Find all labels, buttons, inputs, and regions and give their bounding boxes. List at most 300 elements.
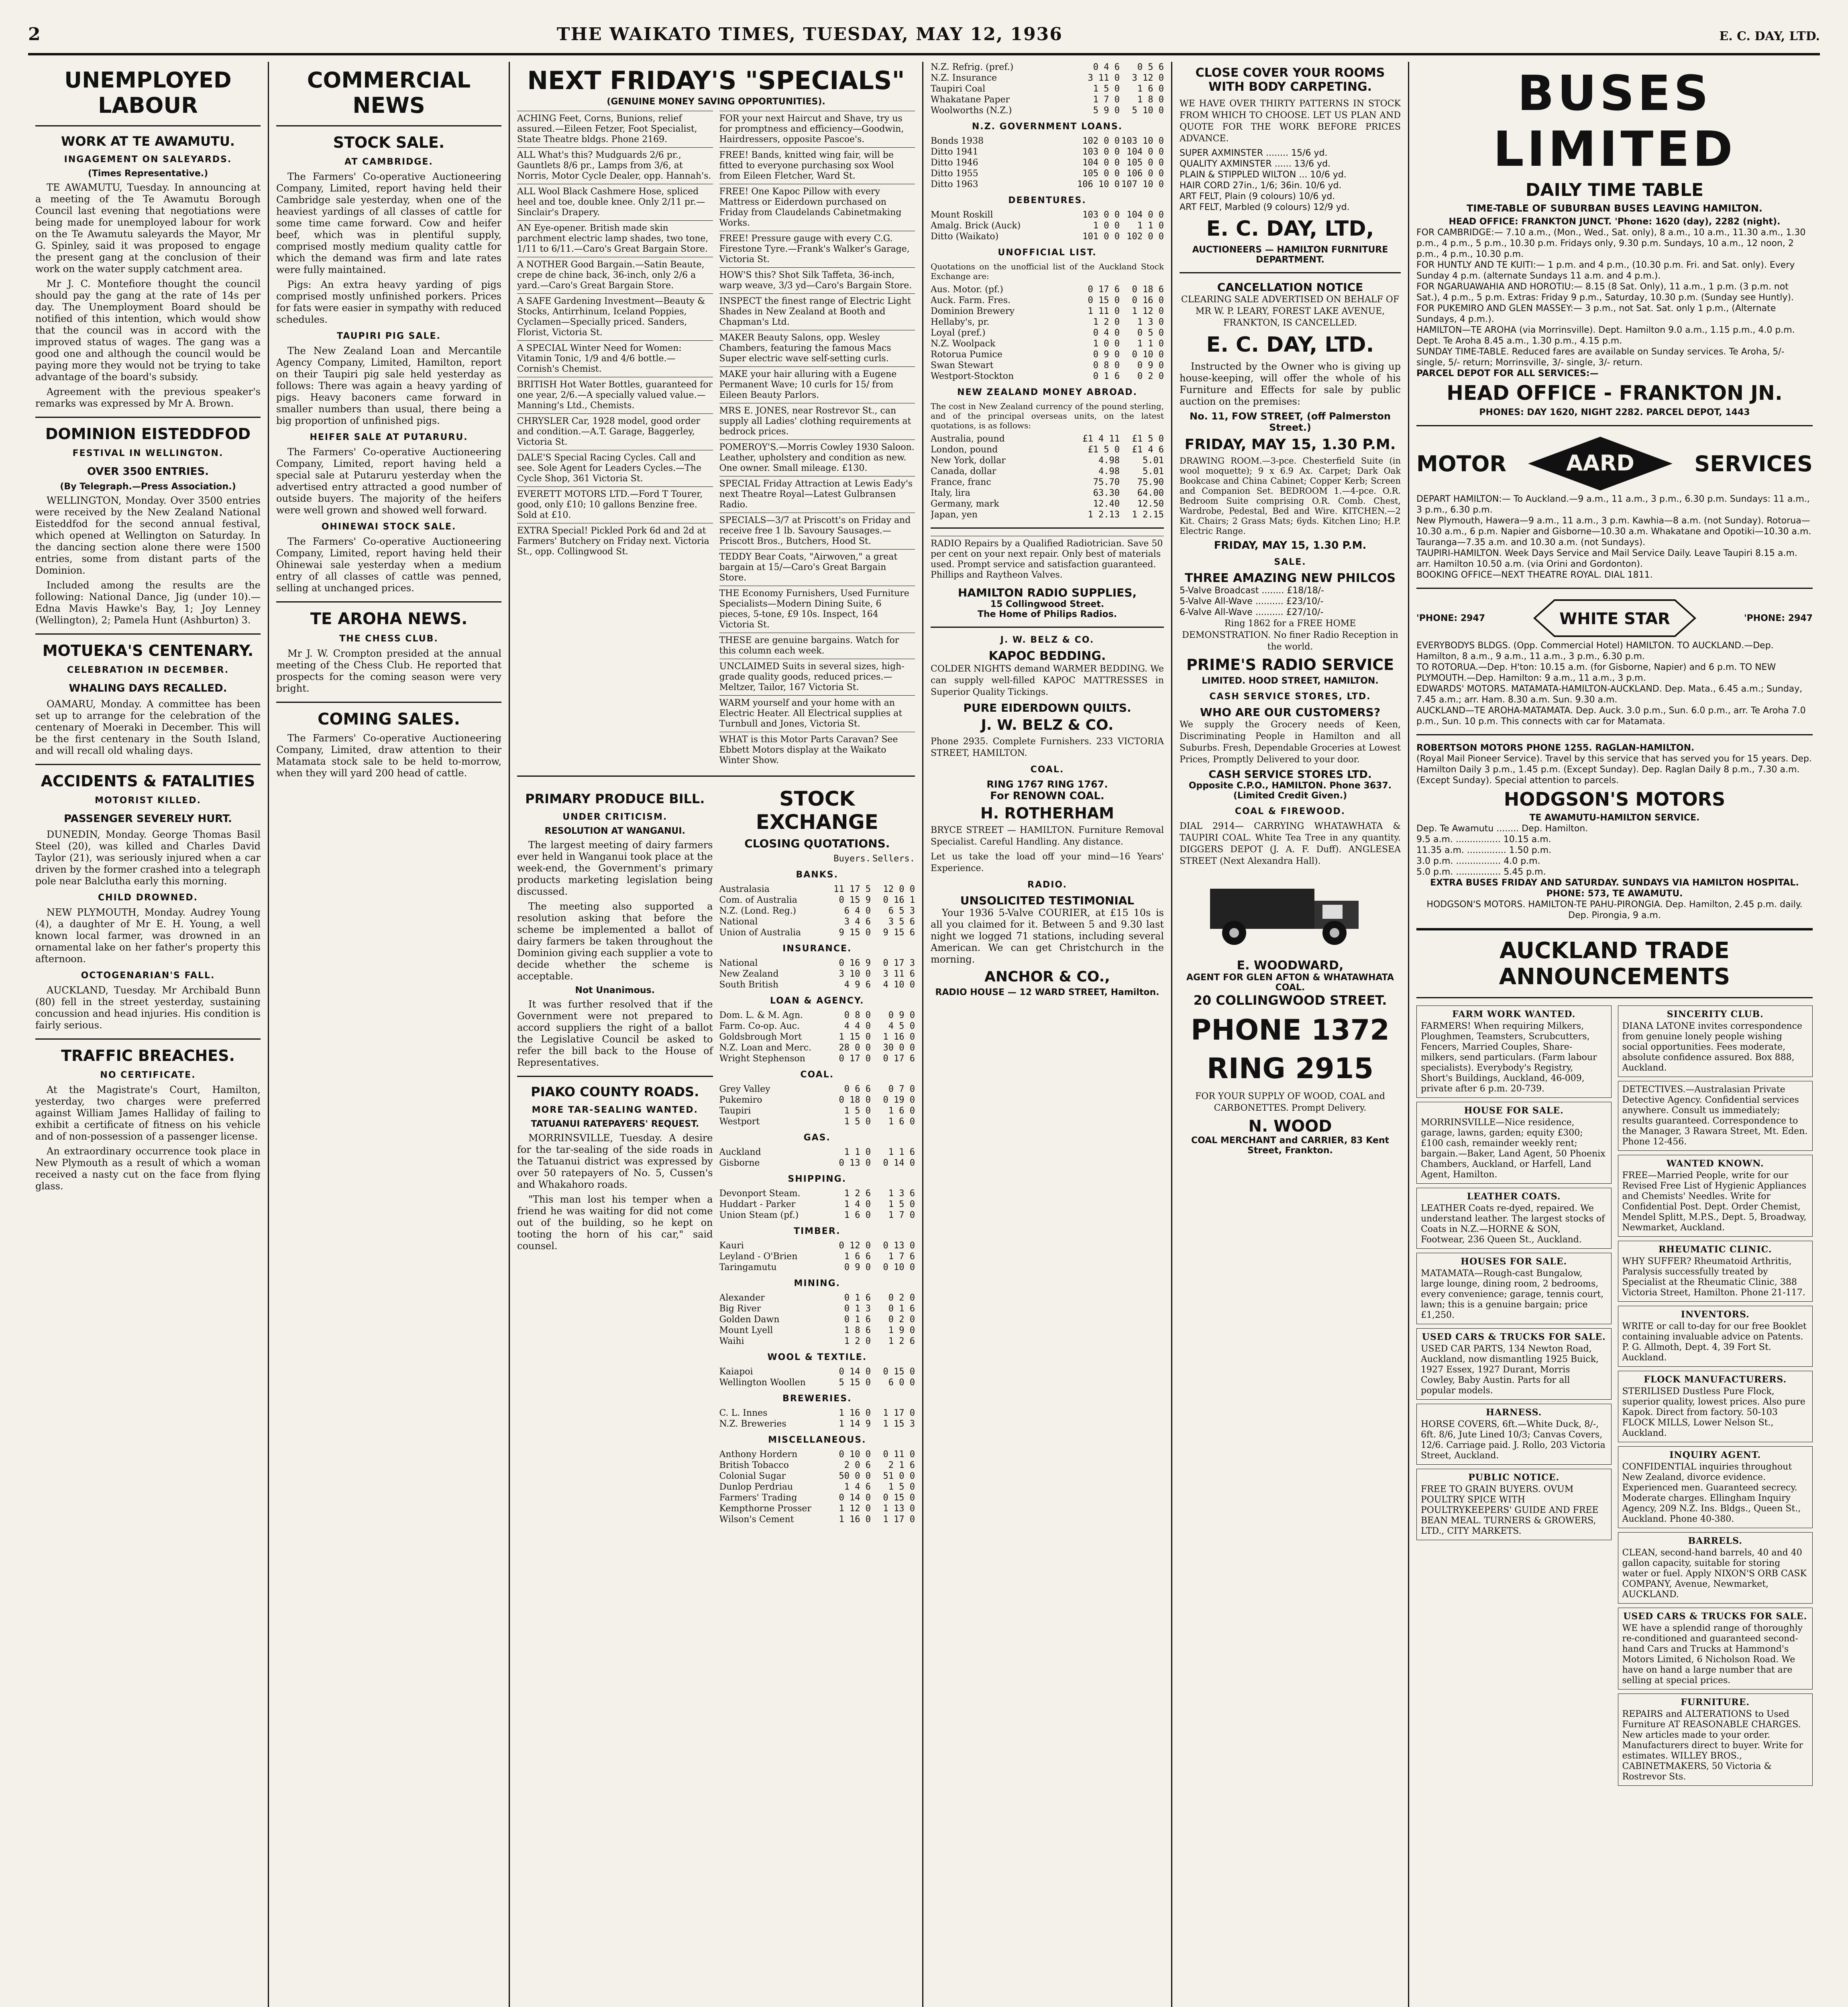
article-paragraph: Pigs: An extra heavy yarding of pigs comprised mostly unfinished porkers. Prices for fats were easier in sympathy with reduced schedules. (276, 279, 501, 325)
divider (1416, 997, 1813, 998)
sale-items: DRAWING ROOM.—3-pce. Chesterfield Suite (in wool moquette); 9 x 6.9 Ax. Carpet; Dark Oak Bookcase and China Cabinet; Copper Kerb; Screen and Companion Set. BEDROOM 1.—4-pce. O.R. Bedroom Suite comprising O.R. Comb. Chest, Wardrobe, Pedestal, Bed and Wire. KITCHEN.—2 Kit. Chairs; 2 Grass Mats; 6yds. Kitchen Lino; H.P. Electric Range. (1180, 456, 1401, 536)
trade-ad-text: FARMERS! When requiring Milkers, Ploughmen, Teamsters, Scrubcutters, Fencers, Married Couples, Share-milkers, send particulars. (Farm labour specialists). Everybody's Registry, Short's Buildings, Auckland, 46-009, private after 6 p.m. 20-739. (1421, 1021, 1597, 1094)
row-sellers: 0 2 0 (888, 1315, 915, 1325)
article-paragraph: The Farmers' Co-operative Auctioneering Company, Limited, draw attention to their Matamata stock sale to be held to-morrow, when they will yard 200 head of cattle. (276, 733, 501, 779)
table-row (931, 83, 1164, 94)
table-row (719, 1366, 915, 1377)
row-name: Germany, mark (931, 499, 999, 509)
specials-ads-right (719, 111, 915, 768)
kicker: OHINEWAI STOCK SALE. (321, 522, 456, 532)
list-line: ART FELT, Plain (9 colours) 10/6 yd. (1180, 191, 1335, 202)
divider (517, 776, 915, 777)
row-buyers: 1 2.13 (1088, 510, 1120, 520)
row-sellers: 1 7 6 (888, 1252, 915, 1262)
row-name: Ditto (Waikato) (931, 232, 999, 242)
row-buyers: 5 9 0 (1093, 106, 1120, 116)
row-name: France, franc (931, 477, 991, 487)
special-ad: MAKER Beauty Salons, opp. Wesley Chambers, featuring the famous Macs Super electric wave self-setting curls. (719, 330, 915, 366)
table-row (719, 1293, 915, 1303)
special-ad: WARM yourself and your home with an Electric Heater. All Electrical supplies at Turnbull and Jones, Victoria St. (719, 695, 915, 732)
col-sellers: Sellers. (872, 854, 915, 864)
money-intro: The cost in New Zealand currency of the pound sterling, and of the principal overseas units, on the latest quotations, is as follows: (931, 401, 1164, 430)
row-name: Alexander (719, 1293, 765, 1303)
timetable-lines (1416, 227, 1813, 368)
trade-ad (1618, 1306, 1813, 1367)
row-name: Taupiri Coal (931, 84, 986, 94)
row-buyers: 0 12 0 (839, 1241, 871, 1251)
stock-group-heading: TIMBER. (793, 1226, 841, 1236)
row-buyers: 0 15 0 (1088, 295, 1120, 305)
row-sellers: 5.01 (1143, 466, 1164, 476)
trade-ad-heading: USED CARS & TRUCKS FOR SALE. (1422, 1332, 1606, 1342)
row-sellers: 12.50 (1137, 499, 1164, 509)
cash-name: CASH SERVICE STORES LTD. (1208, 769, 1372, 781)
row-buyers: 1 2 6 (844, 1189, 871, 1199)
row-sellers: 0 5 0 (1137, 328, 1164, 338)
table-row (719, 1303, 915, 1314)
row-name: Amalg. Brick (Auck) (931, 221, 1021, 231)
trade-ad-text: WE have a splendid range of thoroughly re-conditioned and guaranteed second-hand Cars and Trucks at Hammond's Motors Limited, 6 Nicholson Road. We have on hand a large number that are selling at special prices. (1622, 1623, 1803, 1685)
divider (1416, 928, 1813, 930)
stock-group (719, 1408, 915, 1429)
ring-sub: COAL MERCHANT and CARRIER, 83 Kent Street, Frankton. (1191, 1136, 1390, 1156)
special-ad: DALE'S Special Racing Cycles. Call and see. Sole Agent for Leaders Cycles.—The Cycle Shop, 361 Victoria St. (517, 450, 713, 486)
row-sellers: 103 10 0 (1121, 136, 1164, 146)
row-sellers: 0 19 0 (883, 1095, 915, 1105)
timetable-sub: TIME-TABLE OF SUBURBAN BUSES LEAVING HAMILTON. (1466, 203, 1763, 214)
ad-belz-text: COLDER NIGHTS demand WARMER BEDDING. We can supply well-filled KAPOC MATTRESSES in Superior Quality Tickings. (931, 664, 1164, 697)
row-sellers: 0 17 3 (883, 958, 915, 968)
row-buyers: 1 5 0 (844, 1117, 871, 1127)
row-sellers: 0 17 6 (883, 1054, 915, 1064)
row-sellers: 0 14 0 (883, 1158, 915, 1168)
row-sellers: 0 10 0 (1132, 350, 1164, 360)
trade-ad (1618, 1081, 1813, 1151)
trade-ad-text: FREE—Married People, write for our Revised Free List of Hygienic Appliances and Chemists' Needles. Write for Confidential Post. Dept. Order Chemist, Mendel Splitt, M.P.S., Dept. 5, Broadway, Newmarket, Auckland. (1622, 1170, 1807, 1233)
ad-belz-heading: J. W. BELZ & CO. (1000, 635, 1094, 645)
row-name: Leyland - O'Brien (719, 1252, 798, 1262)
hodgson-name: HODGSON'S MOTORS (1504, 788, 1726, 810)
table-row (719, 1105, 915, 1116)
specials-subhead: (GENUINE MONEY SAVING OPPORTUNITIES). (607, 97, 825, 107)
row-name: Grey Valley (719, 1084, 770, 1094)
timetable-office: HEAD OFFICE: FRANKTON JUNCT. 'Phone: 1620 (day), 2282 (night). (1449, 217, 1781, 227)
row-name: Ditto 1963 (931, 179, 978, 189)
radio-testimonial: UNSOLICITED TESTIMONIAL (960, 894, 1135, 907)
special-ad: FREE! Pressure gauge with every C.G. Firestone Tyre.—Frank's Walker's Garage, Victoria St. (719, 231, 915, 267)
special-ad: ALL Wool Black Cashmere Hose, spliced heel and toe, double knee. Only 2/11 pr.—Sinclair's Drapery. (517, 184, 713, 220)
ring-text: FOR YOUR SUPPLY OF WOOD, COAL and CARBONETTES. Prompt Delivery. (1195, 1091, 1385, 1113)
subhead: OVER 3500 ENTRIES. (87, 466, 209, 478)
row-buyers: 2 0 6 (844, 1460, 871, 1470)
ring-phone: RING 2915 (1206, 1052, 1374, 1085)
row-sellers: 5 10 0 (1132, 106, 1164, 116)
radio-text: Your 1936 5-Valve COURIER, at £15 10s is all you claimed for it. Between 5 and 9.30 last night we logged 71 stations, including several American. We can get Christchurch in the morning. (931, 907, 1164, 965)
row-buyers: 1 1 0 (844, 1147, 871, 1157)
table-row (719, 1460, 915, 1471)
row-sellers: £1 5 0 (1132, 434, 1164, 444)
trade-ad-text: WRITE or call to-day for our free Booklet containing invaluable advice on Patents. P. G. Allmoth, Dept. 4, 39 Fort St. Auckland. (1622, 1321, 1807, 1363)
list-line: SUPER AXMINSTER ........ 15/6 yd. (1180, 148, 1328, 158)
trade-ad (1618, 1006, 1813, 1077)
table-row (931, 328, 1164, 338)
list-line: 5.0 p.m. ................ 5.45 p.m. (1416, 867, 1546, 877)
headline-te-aroha: TE AROHA NEWS. (310, 610, 468, 628)
woodward-name: E. WOODWARD, (1237, 959, 1344, 973)
special-ad: INSPECT the finest range of Electric Light Shades in New Zealand at Booth and Chapman's Ltd. (719, 293, 915, 330)
trade-ad-text: WHY SUFFER? Rheumatoid Arthritis, Paralysis successfully treated by Specialist at the Rheumatic Clinic, 388 Victoria Street, Hamilton. Phone 21-117. (1622, 1256, 1805, 1298)
special-ad: ALL What's this? Mudguards 2/6 pr., Gauntlets 8/6 pr., Lamps from 3/6, at Norris, Motor Cycle Dealer, opp. Hannah's. (517, 147, 713, 184)
stock-group (719, 1010, 915, 1064)
divider (35, 125, 261, 126)
trade-ad-text: REPAIRS and ALTERATIONS to Used Furniture AT REASONABLE CHARGES. New articles made to your order. Manufacturers direct to buyer. Write for estimates. WILLEY BROS., CABINETMAKERS, 50 Victoria & Rostrevor Sts. (1622, 1709, 1803, 1782)
row-buyers: 1 14 9 (839, 1419, 871, 1429)
trade-ad-heading: FARM WORK WANTED. (1452, 1009, 1576, 1020)
kicker: UNDER CRITICISM. (562, 812, 668, 822)
table-row (931, 157, 1164, 168)
woodward-address: 20 COLLINGWOOD STREET. (1193, 993, 1387, 1008)
special-ad: WHAT is this Motor Parts Caravan? See Ebbett Motors display at the Waikato Winter Show. (719, 732, 915, 768)
trade-ad-text: DIANA LATONE invites correspondence from genuine lonely people wishing social opportunities. Fees moderate, absolute confidence assured. Box 888, Auckland. (1622, 1021, 1802, 1073)
stock-group-heading: BREWERIES. (782, 1394, 852, 1404)
divider (1416, 588, 1813, 589)
headline-commercial: COMMERCIAL NEWS (307, 67, 471, 118)
trade-ad (1618, 1241, 1813, 1302)
row-buyers: 4 9 6 (844, 980, 871, 990)
row-name: South British (719, 980, 779, 990)
trade-ad-heading: HOUSES FOR SALE. (1461, 1256, 1567, 1267)
subhead: STOCK SALE. (333, 134, 445, 151)
row-sellers: 1 17 0 (883, 1514, 915, 1525)
aard-right: SERVICES (1694, 451, 1813, 476)
trade-ad (1618, 1532, 1813, 1604)
special-ad: UNCLAIMED Suits in several sizes, high-grade quality goods, reduced prices.—Meltzer, Tailor, 167 Victoria St. (719, 659, 915, 695)
stock-group (719, 1449, 915, 1525)
list-line: AUCKLAND—TE AROHA-MATAMATA. Dep. Auck. 3.0 p.m., Sun. 6.0 p.m., arr. Te Aroha 7.0 p.m., Sun. 10 p.m. This connects with car for Matamata. (1416, 706, 1806, 727)
row-name: Auck. Farm. Fres. (931, 295, 1011, 305)
row-name: Com. of Australia (719, 895, 797, 905)
article-paragraph: It was further resolved that if the Government were not prepared to accord suppliers the right of a ballot the Legislative Council be asked to refer the bill back to the House of Representatives. (517, 999, 713, 1068)
row-sellers: 1 15 3 (883, 1419, 915, 1429)
kicker: Not Unanimous. (575, 985, 655, 995)
cash-text: We supply the Grocery needs of Keen, Discriminating People in Hamilton and all Suburbs. Fresh, Dependable Groceries at Lowest Prices, Promptly Delivered to your door. (1180, 720, 1401, 765)
ad-kapoc: KAPOC BEDDING. (988, 649, 1106, 663)
stock-group (719, 1084, 915, 1127)
trade-ad (1618, 1155, 1813, 1237)
row-sellers: 104 0 0 (1127, 210, 1164, 220)
table-row (719, 1419, 915, 1429)
stock-group-heading: LOAN & AGENCY. (770, 996, 864, 1006)
row-sellers: 0 9 0 (1137, 360, 1164, 370)
table-row (931, 147, 1164, 157)
row-sellers: 0 2 0 (888, 1293, 915, 1303)
row-buyers: 102 0 0 (1082, 136, 1120, 146)
table-row (719, 1095, 915, 1105)
trade-ad-heading: INVENTORS. (1681, 1309, 1750, 1320)
divider (931, 527, 1164, 529)
hodgson-foot: EXTRA BUSES FRIDAY AND SATURDAY. SUNDAYS VIA HAMILTON HOSPITAL. PHONE: 573, TE AWAMUTU. (1430, 878, 1799, 899)
divider (35, 633, 261, 635)
buses-limited-title: BUSES LIMITED (1493, 66, 1736, 177)
row-sellers: 3 5 6 (888, 917, 915, 927)
row-buyers: 1 6 6 (844, 1252, 871, 1262)
newspaper-title: THE WAIKATO TIMES, TUESDAY, MAY 12, 1936 (556, 24, 1063, 45)
specials-ads (517, 111, 915, 768)
row-buyers: 106 10 0 (1077, 179, 1120, 189)
row-name: Union Steam (pf.) (719, 1210, 799, 1220)
robertson-heading: ROBERTSON MOTORS PHONE 1255. RAGLAN-HAMILTON. (1416, 743, 1695, 753)
stock-continued (931, 62, 1164, 116)
row-buyers: 5 15 0 (839, 1378, 871, 1388)
row-sellers: 1 5 0 (888, 1199, 915, 1209)
day-name: E. C. DAY, LTD, (1206, 217, 1374, 241)
table-row (719, 1325, 915, 1336)
row-name: New York, dollar (931, 456, 1006, 466)
row-sellers: 1 2 6 (888, 1336, 915, 1346)
list-line: PLAIN & STIPPLED WILTON ... 10/6 yd. (1180, 170, 1347, 180)
row-buyers: 1 16 0 (839, 1408, 871, 1418)
row-buyers: 101 0 0 (1082, 232, 1120, 242)
trade-ad (1416, 1404, 1612, 1465)
row-sellers: 12 0 0 (883, 884, 915, 894)
aard-left: MOTOR (1416, 451, 1506, 476)
list-line: EVERYBODYS BLDGS. (Opp. Commercial Hotel) HAMILTON. TO AUCKLAND.—Dep. Hamilton, 8 a.m., 9 a.m., 11 a.m., 3 p.m., 6.30 p.m. (1416, 641, 1774, 662)
article-paragraph: "This man lost his temper when a friend he was waiting for did not come out of the building, so he kept on tooting the horn of his car," said counsel. (517, 1194, 713, 1252)
article-paragraph: Agreement with the previous speaker's remarks was expressed by Mr A. Brown. (35, 386, 261, 409)
list-line: 5-Valve All-Wave .......... £23/10/- (1180, 596, 1324, 607)
table-row (931, 105, 1164, 116)
table-row (719, 1336, 915, 1347)
philco-list (1180, 585, 1401, 618)
table-row (931, 444, 1164, 455)
divider (931, 627, 1164, 628)
page-number: 2 (28, 24, 41, 45)
trade-ads (1416, 1006, 1813, 1790)
row-name: Waihi (719, 1336, 744, 1346)
row-name: Japan, yen (931, 510, 978, 520)
table-row (719, 1199, 915, 1210)
row-name: N.Z. Loan and Merc. (719, 1043, 812, 1053)
trade-ad (1416, 1102, 1612, 1184)
row-sellers: 1 8 0 (1137, 95, 1164, 105)
divider (276, 125, 501, 126)
ad-belz-name: J. W. BELZ & CO. (981, 717, 1114, 733)
trade-ad-heading: PUBLIC NOTICE. (1468, 1472, 1560, 1483)
row-buyers: 0 1 6 (844, 1315, 871, 1325)
row-name: Pukemiro (719, 1095, 762, 1105)
unofficial-table (931, 284, 1164, 382)
sale-address: No. 11, FOW STREET, (off Palmerston Street.) (1190, 411, 1391, 433)
row-sellers: £1 4 6 (1132, 445, 1164, 455)
day-name-2: E. C. DAY, LTD. (1206, 333, 1374, 357)
row-name: Kaiapoi (719, 1367, 753, 1377)
special-ad: POMEROY'S.—Morris Cowley 1930 Saloon. Leather, upholstery and condition as new. One owner. Small mileage. £130. (719, 440, 915, 476)
list-line: QUALITY AXMINSTER ...... 13/6 yd. (1180, 159, 1331, 169)
trade-ad-heading: USED CARS & TRUCKS FOR SALE. (1623, 1611, 1807, 1622)
coal-tagline: Let us take the load off your mind—16 Years' Experience. (931, 852, 1164, 873)
divider (1416, 425, 1813, 426)
headline-accidents: ACCIDENTS & FATALITIES (41, 772, 255, 790)
table-row (931, 284, 1164, 295)
row-sellers: 2 1 6 (888, 1460, 915, 1470)
row-name: Westport (719, 1117, 760, 1127)
unofficial-intro: Quotations on the unofficial list of the Auckland Stock Exchange are: (931, 262, 1164, 281)
row-buyers: 0 4 6 (1093, 62, 1120, 72)
list-line: 11.35 a.m. .............. 1.50 p.m. (1416, 845, 1552, 855)
cash-kicker: WHO ARE OUR CUSTOMERS? (1200, 706, 1381, 719)
row-buyers: 9 15 0 (839, 928, 871, 938)
list-line: 9.5 a.m. ................ 10.15 a.m. (1416, 835, 1551, 845)
row-buyers: 0 8 0 (1093, 360, 1120, 370)
row-buyers: £1 5 0 (1088, 445, 1120, 455)
headline-eisteddfod: DOMINION EISTEDDFOD (45, 425, 251, 443)
row-buyers: 0 15 9 (839, 895, 871, 905)
table-row (719, 1010, 915, 1021)
list-line: FOR HUNTLY AND TE KUITI:— 1 p.m. and 4 p.m., (10.30 p.m. Fri. and Sat. only). Every Sunday 4 p.m. (alternate Sundays 11 a.m. and 4 p.m.). (1416, 260, 1795, 281)
trade-ad (1618, 1694, 1813, 1786)
list-line: SUNDAY TIME-TABLE. Reduced fares are available on Sunday services. Te Aroha, 5/- single, 5/- return; Morrinsville, 3/- single, 3/- return. (1416, 347, 1785, 368)
row-sellers: 0 11 0 (883, 1449, 915, 1459)
headline-piako: PIAKO COUNTY ROADS. (531, 1084, 699, 1099)
hodgson-lines (1416, 823, 1813, 877)
trade-ad-heading: HARNESS. (1486, 1407, 1542, 1418)
headline-motueka: MOTUEKA'S CENTENARY. (42, 642, 254, 660)
anchor-address: RADIO HOUSE — 12 WARD STREET, Hamilton. (935, 987, 1159, 997)
table-row (931, 210, 1164, 220)
hodgson-last: HODGSON'S MOTORS. HAMILTON-TE PAHU-PIRONGIA. Dep. Hamilton, 2.45 p.m. daily. Dep. Pirongia, 9 a.m. (1426, 900, 1803, 920)
list-line: Dep. Te Awamutu ........ Dep. Hamilton. (1416, 824, 1588, 834)
article-paragraph: The Farmers' Co-operative Auctioneering Company, Limited, report having held their Ohinewai sale yesterday when a medium entry of all classes of cattle was penned, selling at unchanged prices. (276, 536, 501, 594)
ad-hamilton-radio: HAMILTON RADIO SUPPLIES, (958, 586, 1137, 599)
row-sellers: 107 10 0 (1121, 179, 1164, 189)
table-row (719, 1021, 915, 1032)
row-sellers: 104 0 0 (1127, 147, 1164, 157)
table-row (719, 1408, 915, 1419)
article-paragraph: The meeting also supported a resolution asking that before the scheme be implemented a ballot of dairy farmers be taken throughout the Dominion giving each supplier a vote to decide whether the scheme is acceptable. (517, 901, 713, 982)
ws-brand: WHITE STAR (1559, 610, 1670, 628)
row-buyers: 0 9 0 (1093, 350, 1120, 360)
trade-ad-text: LEATHER Coats re-dyed, repaired. We understand leather. The largest stocks of Coats in N.Z.—HORNE & SON, Footwear, 236 Queen St., Auckland. (1421, 1203, 1605, 1245)
aard-brand: AARD (1566, 450, 1635, 476)
table-row (931, 306, 1164, 317)
table-row (931, 499, 1164, 509)
headline-stock-exchange: STOCK EXCHANGE (756, 787, 878, 834)
ws-phone-right: 'PHONE: 2947 (1744, 613, 1813, 623)
stock-header (719, 853, 915, 864)
list-line: New Plymouth, Hawera—9 a.m., 11 a.m., 3 p.m. Kawhia—8 a.m. (not Sunday). Rotorua—10.30 a.m., 6 p.m. Napier and Gisborne—10.30 a.m. Whakatane and Opotiki—10.30 a.m. Tauranga—7.35 a.m. and 10.30 a.m. (not Sundays). (1416, 516, 1811, 548)
row-sellers: 1 6 0 (1137, 84, 1164, 94)
ad-eiderdown: PURE EIDERDOWN QUILTS. (963, 701, 1131, 714)
table-row (719, 969, 915, 979)
row-name: Colonial Sugar (719, 1471, 786, 1481)
row-buyers: 0 14 0 (839, 1367, 871, 1377)
list-line: EDWARDS' MOTORS. MATAMATA-HAMILTON-AUCKLAND. Dep. Mata., 6.45 a.m.; Sunday, 7.45 a.m.; arr. Ham. 8.30 a.m. Sun. 9.30 a.m. (1416, 684, 1803, 705)
row-buyers: 0 13 0 (839, 1158, 871, 1168)
row-buyers: 0 18 0 (839, 1095, 871, 1105)
row-buyers: 63.30 (1093, 488, 1120, 498)
special-ad: FOR your next Haircut and Shave, try us for promptness and efficiency—Goodwin, Hairdressers, opposite Pascoe's. (719, 111, 915, 147)
subhead: WORK AT TE AWAMUTU. (61, 134, 235, 149)
row-name: Huddart - Parker (719, 1199, 796, 1209)
row-buyers: 0 17 0 (839, 1054, 871, 1064)
list-line: 6-Valve All-Wave .......... £27/10/- (1180, 607, 1324, 617)
row-name: Anthony Hordern (719, 1449, 798, 1459)
produce-bill-article (517, 784, 713, 1525)
row-buyers: 0 1 6 (844, 1293, 871, 1303)
row-name: Australasia (719, 884, 770, 894)
row-name: Auckland (719, 1147, 761, 1157)
row-sellers: 0 1 6 (888, 1304, 915, 1314)
trade-ad-text: FREE TO GRAIN BUYERS. OVUM POULTRY SPICE WITH POULTRYKEEPERS' GUIDE AND FREE BEAN MEAL. TURNERS & GROWERS, LTD., CITY MARKETS. (1421, 1484, 1599, 1536)
row-name: Big River (719, 1304, 761, 1314)
article-paragraph: The Farmers' Co-operative Auctioneering Company, Limited, report having held a special sale at Putaruru yesterday when the advertised entry attracted a good number of outside buyers. The majority of the heifers were well grown and showed well forward. (276, 446, 501, 516)
section-header: E. C. DAY, LTD. (1719, 29, 1820, 43)
row-sellers: 1 3 6 (888, 1189, 915, 1199)
row-sellers: 1 3 0 (1137, 317, 1164, 327)
headline-produce-bill: PRIMARY PRODUCE BILL. (525, 791, 705, 806)
trade-ad (1416, 1188, 1612, 1249)
prime-name: PRIME'S RADIO SERVICE (1186, 656, 1394, 674)
row-buyers: 1 6 0 (844, 1210, 871, 1220)
row-sellers: 1 17 0 (883, 1408, 915, 1418)
row-buyers: 0 8 0 (844, 1010, 871, 1020)
row-buyers: 0 14 0 (839, 1493, 871, 1503)
table-row (931, 360, 1164, 371)
trade-ad (1416, 1469, 1612, 1540)
row-sellers: 6 0 0 (888, 1378, 915, 1388)
row-buyers: 1 2 0 (1093, 317, 1120, 327)
row-buyers: 103 0 0 (1082, 210, 1120, 220)
special-ad: A SAFE Gardening Investment—Beauty & Stocks, Antirrhinum, Iceland Poppies, Cyclamen—Specially priced. Sanders, Florist, Victoria St. (517, 293, 713, 340)
row-name: British Tobacco (719, 1460, 789, 1470)
table-row (931, 338, 1164, 349)
row-buyers: 0 6 6 (844, 1084, 871, 1094)
table-row (931, 466, 1164, 477)
ad-tagline: The Home of Philips Radios. (977, 609, 1117, 619)
article-paragraph: An extraordinary occurrence took place in New Plymouth as a result of which a woman received a nasty cut on the face from flying glass. (35, 1146, 261, 1192)
row-buyers: 1 5 0 (844, 1106, 871, 1116)
timetable-title: DAILY TIME TABLE (1525, 180, 1704, 200)
row-name: Wright Stephenson (719, 1054, 805, 1064)
row-sellers: 3 12 0 (1132, 73, 1164, 83)
coal-heading: COAL. (1030, 765, 1064, 775)
stock-group (719, 1188, 915, 1221)
table-row (719, 1503, 915, 1514)
table-row (719, 1240, 915, 1251)
row-sellers: 0 7 0 (888, 1084, 915, 1094)
row-name: Ditto 1941 (931, 147, 978, 157)
row-name: Westport-Stockton (931, 371, 1014, 381)
ring-name: N. WOOD (1248, 1117, 1332, 1136)
stock-group-heading: MISCELLANEOUS. (768, 1435, 866, 1445)
carpet-list (1180, 148, 1401, 213)
row-buyers: 4.98 (1098, 456, 1120, 466)
byline: (By Telegraph.—Press Association.) (60, 482, 236, 492)
row-sellers: 1 1 0 (1137, 221, 1164, 231)
trade-ad-heading: WANTED KNOWN. (1666, 1158, 1764, 1169)
sale-date: FRIDAY, MAY 15, 1.30 P.M. (1184, 436, 1396, 453)
column-commercial (269, 62, 510, 2007)
special-ad: EXTRA Special! Pickled Pork 6d and 2d at Farmers' Butchery on Friday next. Victoria St., opp. Collingwood St. (517, 523, 713, 560)
table-row (931, 73, 1164, 83)
debentures-heading: DEBENTURES. (1008, 195, 1086, 206)
article-paragraph: Included among the results are the following: National Dance, Jig (under 10).—Edna Mavis Hawke's Bay, 1; Joy Lenney (Wellington), 2; Pamela Hunt (Ashburton) 3. (35, 580, 261, 626)
trade-ad-heading: FLOCK MANUFACTURERS. (1644, 1374, 1787, 1385)
article-paragraph: The largest meeting of dairy farmers ever held in Wanganui took place at the week-end, the Government's primary products marketing legislation being discussed. (517, 839, 713, 897)
row-sellers: 0 10 0 (883, 1262, 915, 1272)
row-name: N.Z. (Lond. Reg.) (719, 906, 797, 916)
table-row (931, 317, 1164, 328)
